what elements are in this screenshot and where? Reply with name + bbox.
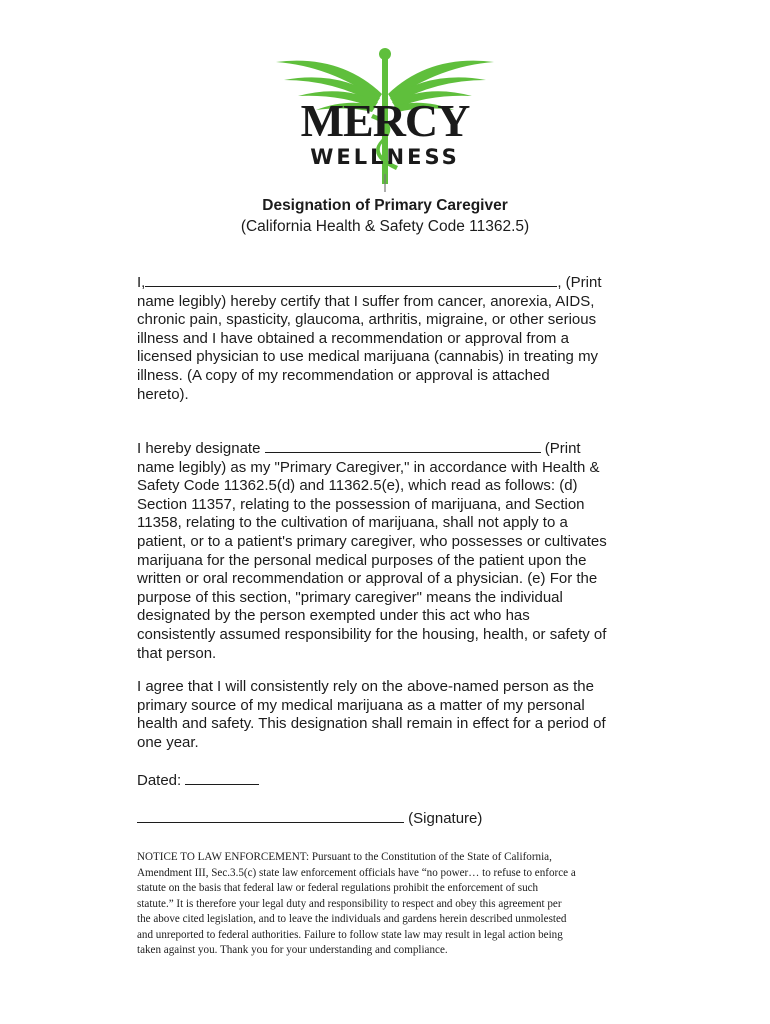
designation-prefix: I hereby designate (137, 440, 261, 457)
paragraph-line: name legibly) as my "Primary Caregiver," in accordance with Health & (137, 458, 600, 476)
paragraph-line: hereto). (137, 385, 189, 403)
certification-suffix: , (Print (557, 274, 602, 291)
paragraph-line: marijuana for the personal medical purposes of the patient upon the (137, 551, 587, 569)
designation-paragraph (137, 438, 637, 663)
paragraph-line: health and safety. This designation shall remain in effect for a period of (137, 715, 606, 733)
document-title-line: Designation of Primary Caregiver (262, 197, 508, 214)
mercy-wellness-logo (270, 44, 500, 194)
document-subtitle-line: (California Health & Safety Code 11362.5) (240, 218, 530, 235)
paragraph-line: chronic pain, spasticity, glaucoma, arthritis, migraine, or other serious (137, 311, 597, 329)
certification-first-line (137, 272, 637, 293)
designation-suffix: (Print (544, 440, 581, 457)
logo-wordmark-mercy: MERCY (300, 95, 470, 146)
paragraph-line: 11358, relating to the cultivation of marijuana, shall not apply to a (137, 514, 568, 532)
paragraph-line: consistently assumed responsibility for the housing, health, or safety of (137, 625, 607, 643)
document-title (0, 195, 770, 237)
caregiver-name-blank[interactable] (265, 438, 541, 453)
paragraph-line: illness. (A copy of my recommendation or approval is attached (137, 366, 550, 384)
signature-label: (Signature) (408, 810, 483, 827)
designation-first-line (137, 438, 637, 459)
paragraph-line: designated by the person exempted under this act who has (137, 607, 530, 625)
signature-blank[interactable] (137, 808, 404, 823)
notice-line: NOTICE TO LAW ENFORCEMENT: Pursuant to the Constitution of the State of California, (137, 851, 552, 863)
certification-prefix: I, (137, 274, 146, 291)
certification-paragraph (137, 272, 637, 404)
paragraph-line: I agree that I will consistently rely on the above-named person as the (137, 678, 594, 695)
paragraph-line: name legibly) hereby certify that I suffer from cancer, anorexia, AIDS, (137, 292, 595, 310)
paragraph-line: Section 11357, relating to the possession of marijuana, and Section (137, 495, 585, 513)
paragraph-line: that person. (137, 644, 217, 662)
paragraph-line: illness and I have obtained a recommendation or approval from a (137, 329, 569, 347)
paragraph-line: purpose of this section, "primary caregiver" means the individual (137, 588, 563, 606)
paragraph-line: primary source of my medical marijuana as a matter of my personal (137, 696, 585, 714)
notice-line: taken against you. Thank you for your understanding and compliance. (137, 944, 448, 956)
signature-row (137, 808, 482, 828)
law-enforcement-notice (137, 850, 652, 959)
notice-line: statute on the basis that federal law or federal regulations prohibit the enforcement of such (137, 882, 539, 894)
notice-line: statute.” It is therefore your legal duty and responsibility to respect and obey this agreement per (137, 897, 562, 910)
paragraph-line: one year. (137, 733, 199, 751)
notice-line: and unreported to federal authorities. Failure to follow state law may result in legal action being (137, 928, 563, 941)
logo-wordmark-wellness: WELLNESS (310, 145, 460, 169)
paragraph-line: licensed physician to use medical marijuana (cannabis) in treating my (137, 348, 599, 366)
notice-line: Amendment III, Sec.3.5(c) state law enforcement officials have “no power… to refuse to enforce a (137, 866, 576, 879)
date-blank[interactable] (185, 770, 259, 785)
paragraph-line: patient, or to a patient's primary caregiver, who possesses or cultivates (137, 532, 607, 550)
notice-line: the above cited legislation, and to leave the individuals and gardens herein described unmolested (137, 913, 567, 925)
paragraph-line: Safety Code 11362.5(d) and 11362.5(e), which read as follows: (d) (137, 477, 578, 495)
dated-row (137, 770, 637, 791)
patient-name-blank[interactable] (145, 272, 557, 287)
paragraph-line: written or oral recommendation or approval of a physician. (e) For the (137, 570, 598, 588)
agreement-paragraph (137, 678, 637, 752)
dated-label: Dated: (137, 772, 182, 789)
